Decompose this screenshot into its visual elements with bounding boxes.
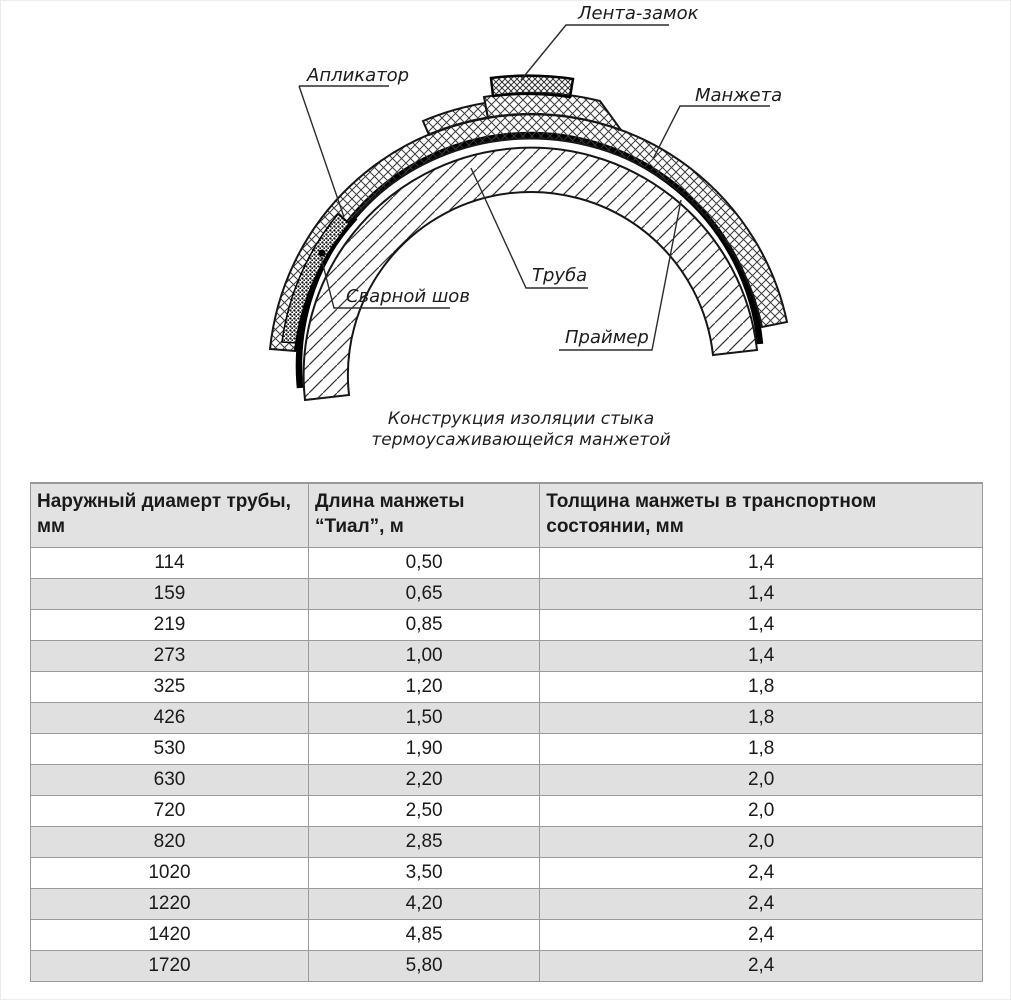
cell-diameter: 1720 [31,950,309,981]
cell-thickness: 2,4 [540,950,983,981]
cell-diameter: 159 [31,578,309,609]
table-row [31,640,983,671]
cell-thickness: 1,4 [540,578,983,609]
sleeve-leader-line [653,106,770,159]
cell-thickness: 1,4 [540,640,983,671]
table-row [31,578,983,609]
col-header-pipe-diameter: Наружный диамерт трубы, мм [31,483,309,547]
caption-line-1: Конструкция изоляции стыка [387,409,655,429]
cell-thickness: 1,8 [540,702,983,733]
cell-diameter: 1220 [31,888,309,919]
table-row [31,888,983,919]
cell-thickness: 1,8 [540,671,983,702]
cell-length: 3,50 [308,857,539,888]
cell-thickness: 2,0 [540,764,983,795]
cell-length: 1,90 [308,733,539,764]
table-row [31,764,983,795]
cell-length: 0,85 [308,609,539,640]
table-row [31,547,983,578]
cell-length: 1,50 [308,702,539,733]
cell-diameter: 1020 [31,857,309,888]
table-row [31,609,983,640]
figure-caption [1,409,1011,451]
cell-length: 0,50 [308,547,539,578]
cell-thickness: 2,4 [540,919,983,950]
table-row [31,795,983,826]
cell-diameter: 720 [31,795,309,826]
table-body [31,547,983,981]
cell-diameter: 1420 [31,919,309,950]
cell-length: 2,50 [308,795,539,826]
label-pipe: Труба [532,265,588,286]
cell-length: 4,20 [308,888,539,919]
label-applicator: Апликатор [307,65,410,86]
cell-thickness: 2,4 [540,888,983,919]
table-row [31,857,983,888]
table-row [31,733,983,764]
lock-tape-patch [491,76,573,97]
table-row [31,702,983,733]
label-weld-seam: Сварной шов [346,286,470,307]
cell-thickness: 2,0 [540,826,983,857]
label-lock-tape: Лента-замок [578,3,699,24]
table-row [31,950,983,981]
cell-diameter: 630 [31,764,309,795]
cell-diameter: 273 [31,640,309,671]
cell-thickness: 1,8 [540,733,983,764]
cell-diameter: 820 [31,826,309,857]
label-sleeve: Манжета [695,85,783,106]
label-primer: Праймер [565,327,649,348]
cell-diameter: 325 [31,671,309,702]
cell-length: 1,20 [308,671,539,702]
sleeve-spec-table [30,482,983,982]
pipe-joint-diagram [1,1,1011,406]
caption-line-2: термоусаживающейся манжетой [371,430,671,450]
cell-thickness: 1,4 [540,609,983,640]
cell-length: 2,20 [308,764,539,795]
cell-length: 5,80 [308,950,539,981]
cell-thickness: 2,4 [540,857,983,888]
col-header-sleeve-length: Длина манжеты “Тиал”, м [308,483,539,547]
cell-diameter: 114 [31,547,309,578]
cell-length: 2,85 [308,826,539,857]
lock-tape-leader-line [521,25,669,80]
cell-length: 1,00 [308,640,539,671]
table-row [31,919,983,950]
cell-diameter: 219 [31,609,309,640]
cell-length: 4,85 [308,919,539,950]
table-row [31,826,983,857]
header-row [31,483,983,547]
col-header-sleeve-thickness: Толщина манжеты в транспортном состоянии, мм [540,483,983,547]
cell-thickness: 1,4 [540,547,983,578]
cell-diameter: 426 [31,702,309,733]
table-row [31,671,983,702]
cell-length: 0,65 [308,578,539,609]
cell-diameter: 530 [31,733,309,764]
weld-seam-bead [319,250,326,257]
cell-thickness: 2,0 [540,795,983,826]
